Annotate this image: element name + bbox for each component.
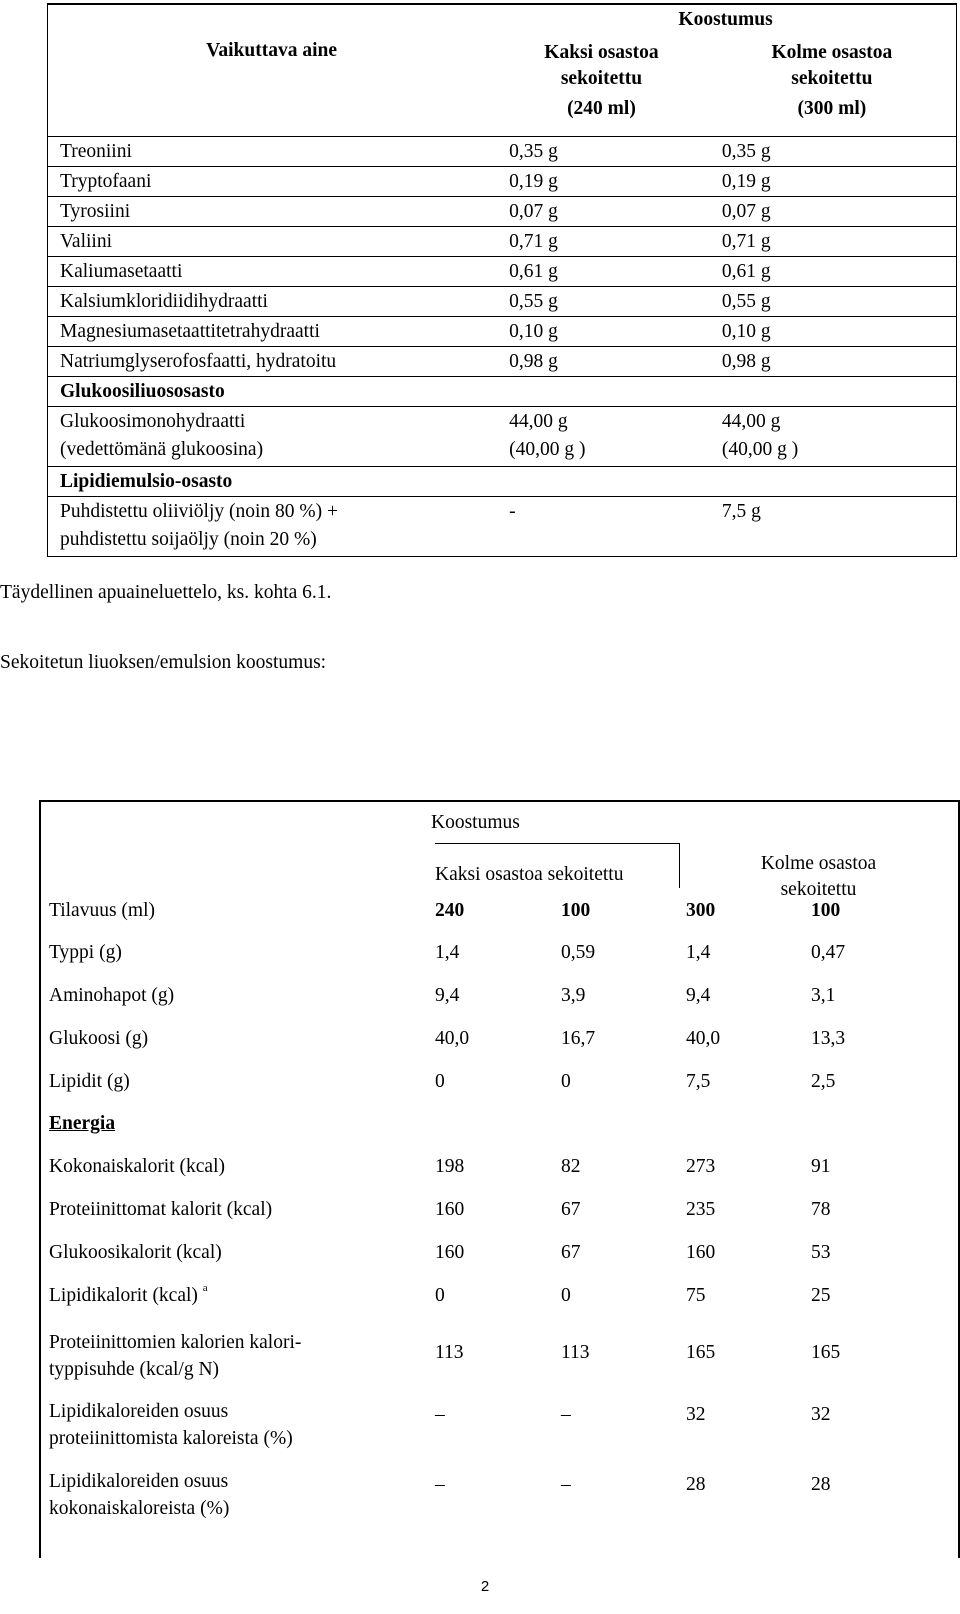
energy-heading: Energia <box>49 1113 116 1134</box>
ingredient-name <box>48 497 496 557</box>
cell: 165 <box>686 1342 716 1363</box>
cell: – <box>561 1474 571 1495</box>
row-label: Glukoosi (g) <box>49 1028 149 1049</box>
value-col1-line1: 44,00 g <box>509 411 568 432</box>
table-row <box>48 287 957 317</box>
header-kolme-line2: sekoitettu <box>780 879 857 900</box>
cell: 32 <box>811 1404 831 1425</box>
header-two-compartments <box>495 34 708 92</box>
value-col2-line1: 44,00 g <box>721 411 781 432</box>
ingredient-name: Valiini <box>48 227 496 257</box>
cell: 0 <box>561 1071 571 1092</box>
row-label: Typpi (g) <box>49 942 122 963</box>
cell: 53 <box>811 1242 831 1263</box>
cell: – <box>435 1474 445 1495</box>
ingredient-name: Tyrosiini <box>48 197 496 227</box>
ingredient-name-line2: (vedettömänä glukoosina) <box>60 439 264 460</box>
cell: 67 <box>561 1242 581 1263</box>
volume-col1: (240 ml) <box>567 98 636 119</box>
value-col2: 0,71 g <box>708 227 957 257</box>
cell: 3,9 <box>561 985 586 1006</box>
table-row <box>48 137 957 167</box>
cell: 9,4 <box>435 985 460 1006</box>
ingredient-name: Tryptofaani <box>48 167 496 197</box>
cell: 165 <box>811 1342 841 1363</box>
cell: 1,4 <box>686 942 711 963</box>
cell: – <box>435 1404 445 1425</box>
row-label-line2: proteiinittomista kaloreista (%) <box>49 1428 293 1449</box>
table-row <box>48 317 957 347</box>
value-col2-line2: (40,00 g ) <box>721 439 799 460</box>
cell: 32 <box>686 1404 706 1425</box>
cell: 113 <box>561 1342 590 1363</box>
header-col1-line2: sekoitettu <box>560 68 643 89</box>
cell: 28 <box>811 1474 831 1495</box>
row-label: Aminohapot (g) <box>49 985 175 1006</box>
value-col2: 0,61 g <box>708 257 957 287</box>
cell: 160 <box>686 1242 716 1263</box>
value-col2: 0,19 g <box>708 167 957 197</box>
section-row-lipid <box>48 467 957 497</box>
ingredient-name-line1: Glukoosimonohydraatti <box>60 411 246 432</box>
cell: 2,5 <box>811 1071 836 1092</box>
cell: – <box>561 1404 571 1425</box>
ingredient-name: Kalsiumkloridiidihydraatti <box>48 287 496 317</box>
header-koostumus: Koostumus <box>495 4 956 34</box>
cell: 78 <box>811 1199 831 1220</box>
table-row <box>48 257 957 287</box>
table-row <box>48 167 957 197</box>
cell: 0 <box>435 1071 445 1092</box>
volume-col2: (300 ml) <box>708 92 957 137</box>
row-label: Tilavuus (ml) <box>49 900 156 921</box>
value-col2: 0,10 g <box>708 317 957 347</box>
table-row <box>48 347 957 377</box>
value-col1-line2: (40,00 g ) <box>509 439 586 460</box>
header-kolme-line1: Kolme osastoa <box>760 853 877 874</box>
row-label: Kokonaiskalorit (kcal) <box>49 1156 225 1177</box>
cell: 13,3 <box>811 1028 846 1049</box>
value-col2: 0,07 g <box>708 197 957 227</box>
value-col1: 0,19 g <box>495 167 708 197</box>
cell: 235 <box>686 1199 716 1220</box>
value-col1: 0,98 g <box>495 347 708 377</box>
ingredient-name: Treoniini <box>48 137 496 167</box>
value-col1: 0,71 g <box>495 227 708 257</box>
cell: 1,4 <box>435 942 460 963</box>
footnote-marker: a <box>202 1282 208 1294</box>
row-label-line1: Lipidikaloreiden osuus <box>49 1401 229 1422</box>
row-label <box>49 1282 208 1307</box>
cell: 40,0 <box>435 1028 470 1049</box>
header-active-ingredient: Vaikuttava aine <box>48 4 496 137</box>
composition-table <box>47 3 957 557</box>
header-col2-line2: sekoitettu <box>791 68 873 89</box>
ingredient-name: Kaliumasetaatti <box>48 257 496 287</box>
value-col1: 0,10 g <box>495 317 708 347</box>
table-row <box>48 407 957 467</box>
mixed-composition-table <box>39 800 960 1558</box>
cell: 0,59 <box>561 942 596 963</box>
cell: 82 <box>561 1156 581 1177</box>
cell: 9,4 <box>686 985 711 1006</box>
ingredient-name <box>48 407 496 467</box>
cell: 0 <box>435 1285 445 1306</box>
cell: 3,1 <box>811 985 836 1006</box>
cell: 28 <box>686 1474 706 1495</box>
ingredient-name-line1: Puhdistettu oliiviöljy (noin 80 %) + <box>60 501 339 522</box>
cell: 113 <box>435 1342 464 1363</box>
cell: 273 <box>686 1156 716 1177</box>
cell: 7,5 <box>686 1071 711 1092</box>
cell: 16,7 <box>561 1028 596 1049</box>
value-col1: - <box>495 497 708 557</box>
row-label-line2: typpisuhde (kcal/g N) <box>49 1359 220 1380</box>
value-col2: 0,98 g <box>708 347 957 377</box>
header-col1-line1: Kaksi osastoa <box>544 42 659 63</box>
header-col2-line1: Kolme osastoa <box>771 42 893 63</box>
cell: 160 <box>435 1199 465 1220</box>
cell: 75 <box>686 1285 706 1306</box>
value-col2: 7,5 g <box>708 497 957 557</box>
row-label-text: Lipidikalorit (kcal) <box>49 1285 198 1306</box>
header-three-compartments <box>679 843 958 900</box>
cell: 0 <box>561 1285 571 1306</box>
excipients-note: Täydellinen apuaineluettelo, ks. kohta 6.1. <box>0 582 332 603</box>
header-two-compartments: Kaksi osastoa sekoitettu <box>435 843 680 888</box>
section-lipid-title: Lipidiemulsio-osasto <box>48 467 957 497</box>
section-glucose-title: Glukoosiliuososasto <box>48 377 957 407</box>
cell: 240 <box>435 900 465 921</box>
ingredient-name-line2: puhdistettu soijaöljy (noin 20 %) <box>60 529 317 550</box>
value-col1: 0,55 g <box>495 287 708 317</box>
table-row <box>48 497 957 557</box>
row-label <box>49 1468 229 1522</box>
value-col2: 0,55 g <box>708 287 957 317</box>
cell: 300 <box>686 900 716 921</box>
value-col1: 0,07 g <box>495 197 708 227</box>
value-col2: 0,35 g <box>708 137 957 167</box>
table-row <box>48 227 957 257</box>
value-col2 <box>708 407 957 467</box>
value-col1 <box>495 407 708 467</box>
header-three-compartments <box>708 34 957 92</box>
row-label <box>49 1329 301 1383</box>
cell: 198 <box>435 1156 465 1177</box>
ingredient-name: Magnesiumasetaattitetrahydraatti <box>48 317 496 347</box>
cell: 25 <box>811 1285 831 1306</box>
cell: 0,47 <box>811 942 846 963</box>
row-label: Proteiinittomat kalorit (kcal) <box>49 1199 273 1220</box>
cell: 91 <box>811 1156 831 1177</box>
table-row <box>48 197 957 227</box>
value-col1: 0,35 g <box>495 137 708 167</box>
cell: 100 <box>811 900 841 921</box>
row-label-line1: Proteiinittomien kalorien kalori- <box>49 1332 302 1353</box>
value-col1: 0,61 g <box>495 257 708 287</box>
row-label-line2: kokonaiskaloreista (%) <box>49 1498 230 1519</box>
mixed-composition-heading: Sekoitetun liuoksen/emulsion koostumus: <box>0 652 327 673</box>
row-label-line1: Lipidikaloreiden osuus <box>49 1471 229 1492</box>
cell: 160 <box>435 1242 465 1263</box>
section-row-glucose <box>48 377 957 407</box>
header-koostumus: Koostumus <box>431 812 520 833</box>
cell: 100 <box>561 900 591 921</box>
cell: 40,0 <box>686 1028 721 1049</box>
ingredient-name: Natriumglyserofosfaatti, hydratoitu <box>48 347 496 377</box>
row-label: Lipidit (g) <box>49 1071 130 1092</box>
page-number: 2 <box>480 1578 490 1595</box>
cell: 67 <box>561 1199 581 1220</box>
row-label: Glukoosikalorit (kcal) <box>49 1242 222 1263</box>
row-label <box>49 1398 293 1452</box>
